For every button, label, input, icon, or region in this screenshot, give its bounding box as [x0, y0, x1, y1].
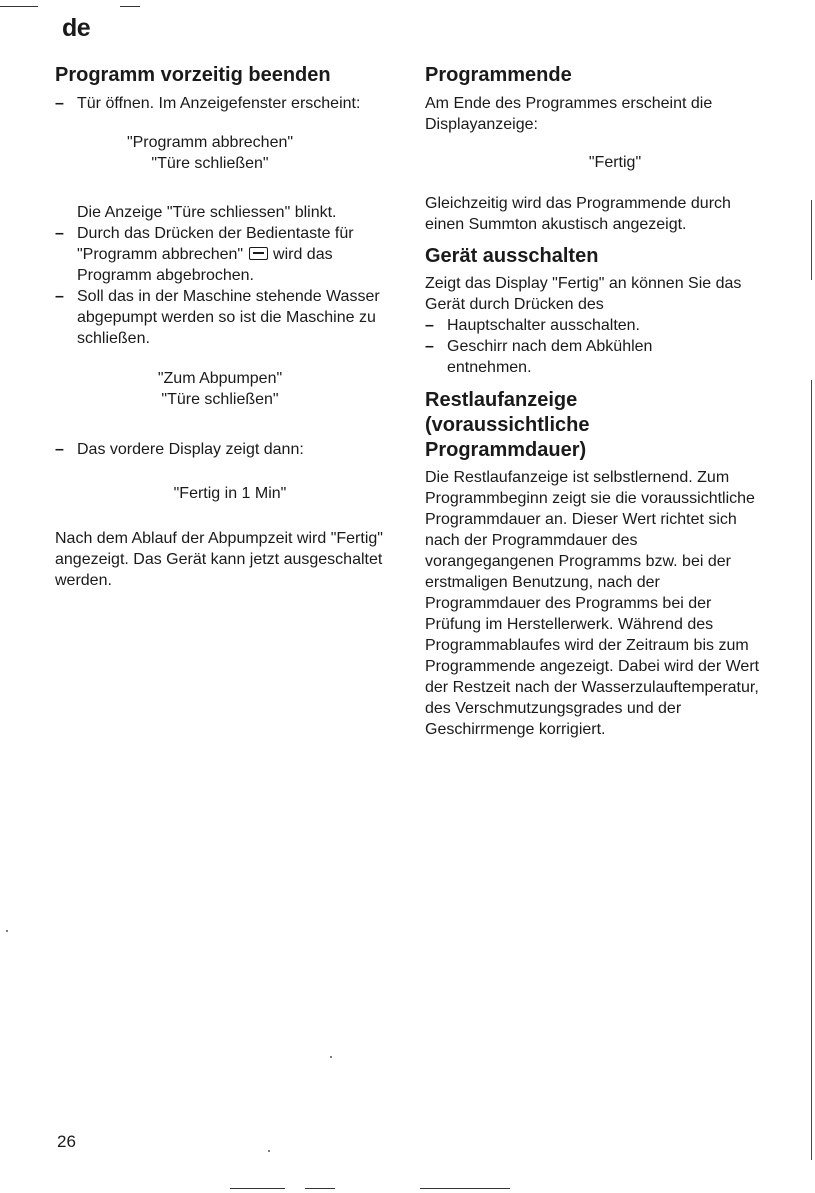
remaining-time-text: Die Restlaufanzeige ist selbstlernend. Zum Programmbeginn zeigt sie die voraussichtliche Programmdauer an. Dieser Wert richtet sich nach der Programmdauer des vorangegangenen Programms bzw. bei der erstmaligen Benutzung, nach der Programmdauer des Programms bei der Prüfung im Herstellerwerk. Während des Programmablaufes wird der Zeitraum bis zum Programmende angezeigt. Dabei wird der Wert der Restzeit nach der Wasserzulauftemperatur, des Verschmutzungsgrades und der Geschirrmenge korrigiert.: [425, 469, 760, 738]
list-item: – Geschirr nach dem Abkühlen entnehmen.: [425, 336, 697, 378]
list-item: – Das vordere Display zeigt dann:: [55, 439, 395, 460]
display-message-2: [55, 368, 395, 410]
scan-artifact-line: [811, 200, 812, 280]
scan-speck: [268, 1150, 270, 1152]
blink-note: Die Anzeige "Türe schliessen" blinkt.: [77, 204, 337, 221]
heading-line: Programmdauer): [425, 439, 587, 461]
program-end-intro: Am Ende des Programmes erscheint die Displayanzeige:: [425, 95, 713, 133]
scan-speck: [6, 930, 8, 932]
heading-line: (voraussichtliche: [425, 414, 590, 436]
list-item: – Hauptschalter ausschalten.: [425, 315, 775, 336]
heading-switch-off: Gerät ausschalten: [425, 245, 599, 267]
scan-artifact-line: [120, 6, 140, 7]
abort-steps-2: [55, 223, 395, 349]
display-message-1: [55, 132, 395, 174]
scan-speck: [330, 1056, 332, 1058]
heading-program-abort: Programm vorzeitig beenden: [55, 64, 331, 86]
abort-steps-1: [55, 93, 395, 114]
display-line: "Türe schließen": [161, 391, 279, 408]
heading-line: Restlaufanzeige: [425, 389, 578, 411]
display-line: "Türe schließen": [151, 155, 269, 172]
display-message-3: "Fertig in 1 Min": [173, 485, 287, 502]
closing-paragraph: Nach dem Ablauf der Abpumpzeit wird "Fertig" angezeigt. Das Gerät kann jetzt ausgeschaltet werden.: [55, 530, 383, 589]
heading-program-end: Programmende: [425, 64, 572, 86]
abort-steps-3: [55, 439, 395, 460]
list-item: [55, 223, 395, 286]
display-line: "Zum Abpumpen": [157, 370, 283, 387]
scan-artifact-line: [230, 1188, 285, 1189]
display-line: "Programm abbrechen": [126, 134, 294, 151]
left-column: [55, 63, 395, 591]
switch-off-steps: [425, 315, 775, 378]
display-message-finished: "Fertig": [588, 154, 642, 171]
scan-artifact-line: [0, 6, 38, 7]
switch-off-intro: Zeigt das Display "Fertig" an können Sie das Gerät durch Drücken des: [425, 275, 742, 313]
list-item: – Tür öffnen. Im Anzeigefenster erscheint:: [55, 93, 395, 114]
cancel-key-icon: [249, 247, 268, 260]
step-text: wird das Programm abgebrochen.: [77, 246, 333, 284]
program-end-text: Gleichzeitig wird das Programmende durch einen Summton akustisch angezeigt.: [425, 195, 731, 233]
scan-artifact-line: [811, 380, 812, 1160]
page-number: 26: [57, 1132, 76, 1151]
step-text: Durch das Drücken der Bedientaste für "Programm abbrechen": [77, 225, 354, 263]
language-tag: de: [62, 14, 91, 42]
scan-artifact-line: [305, 1188, 335, 1189]
scan-artifact-line: [420, 1188, 510, 1189]
list-item: – Soll das in der Maschine stehende Wasser abgepumpt werden so ist die Maschine zu schließen.: [55, 286, 395, 349]
heading-remaining-time: [425, 388, 775, 463]
right-column: [425, 63, 775, 740]
